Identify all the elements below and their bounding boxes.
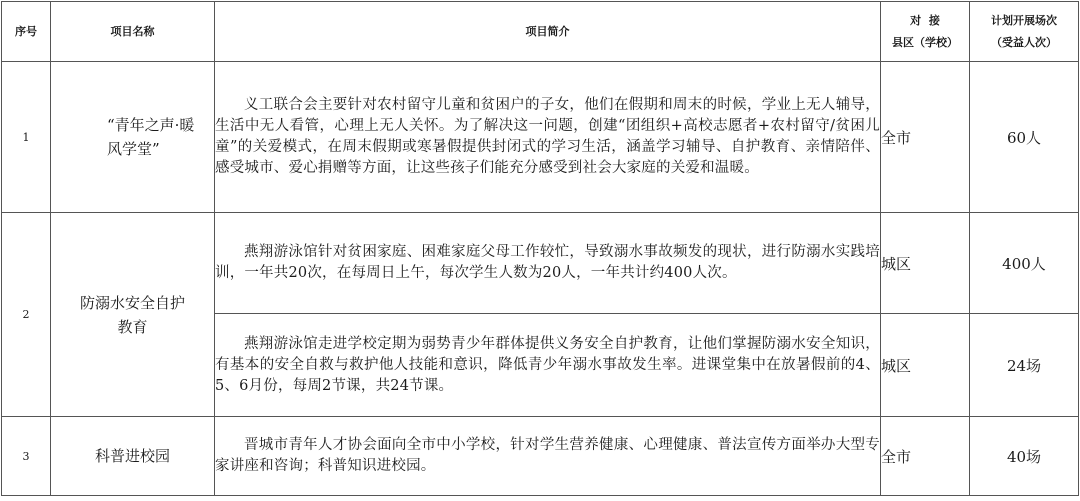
table-row [2,213,1079,314]
header-county [881,2,970,62]
row-county: 全市 [881,62,970,213]
table-row [2,417,1079,496]
header-row [2,2,1079,62]
row-seq: 2 [2,213,51,417]
row-project-name: “青年之声·暖风学堂” [51,62,215,213]
row-times: 40场 [970,417,1079,496]
row-description-text: 义工联合会主要针对农村留守儿童和贫困户的子女，他们在假期和周末的时候，学业上无人辅导，生活中无人看管，心理上无人关怀。为了解决这一问题，创建“团组织+高校志愿者+农村留守/贫困儿童”的关爱模式，在周末假期或寒暑假提供封闭式的学习生活，涵盖学习辅导、自护教育、亲情陪伴、感受城市、爱心捐赠等方面，让这些孩子们能充分感受到社会大家庭的关爱和温暖。 [215,97,880,176]
header-desc: 项目简介 [215,2,881,62]
row-times: 400人 [970,213,1079,314]
row-county: 全市 [881,417,970,496]
row-description-text: 燕翔游泳馆针对贫困家庭、困难家庭父母工作较忙，导致溺水事故频发的现状，进行防溺水实践培训，一年共20次，在每周日上午，每次学生人数为20人，一年共计约400人次。 [215,244,880,281]
row-project-name: 防溺水安全自护教育 [51,213,215,417]
row-times: 24场 [970,314,1079,417]
header-times [970,2,1079,62]
row-description [215,62,881,213]
row-description-text: 晋城市青年人才协会面向全市中小学校，针对学生营养健康、心理健康、普法宣传方面举办大型专家讲座和咨询；科普知识进校园。 [215,437,880,474]
row-description-text: 燕翔游泳馆走进学校定期为弱势青少年群体提供义务安全自护教育，让他们掌握防溺水安全知识，有基本的安全自救与救护他人技能和意识，降低青少年溺水事故发生率。进课堂集中在放暑假前的4、5、6月份，每周2节课，共24节课。 [215,335,880,394]
row-times: 60人 [970,62,1079,213]
row-description [215,213,881,314]
project-table [1,1,1079,496]
header-name: 项目名称 [51,2,215,62]
row-seq: 1 [2,62,51,213]
header-times-line1: 计划开展场次 [991,13,1057,27]
header-seq: 序号 [2,2,51,62]
table-row [2,62,1079,213]
header-county-line1: 对 接 [910,13,940,27]
header-times-line2: （受益人次） [991,35,1057,49]
row-county: 城区 [881,213,970,314]
row-description [215,417,881,496]
row-project-name: 科普进校园 [51,417,215,496]
row-description [215,314,881,417]
row-seq: 3 [2,417,51,496]
row-county: 城区 [881,314,970,417]
header-county-line2: 县区（学校） [892,35,958,49]
